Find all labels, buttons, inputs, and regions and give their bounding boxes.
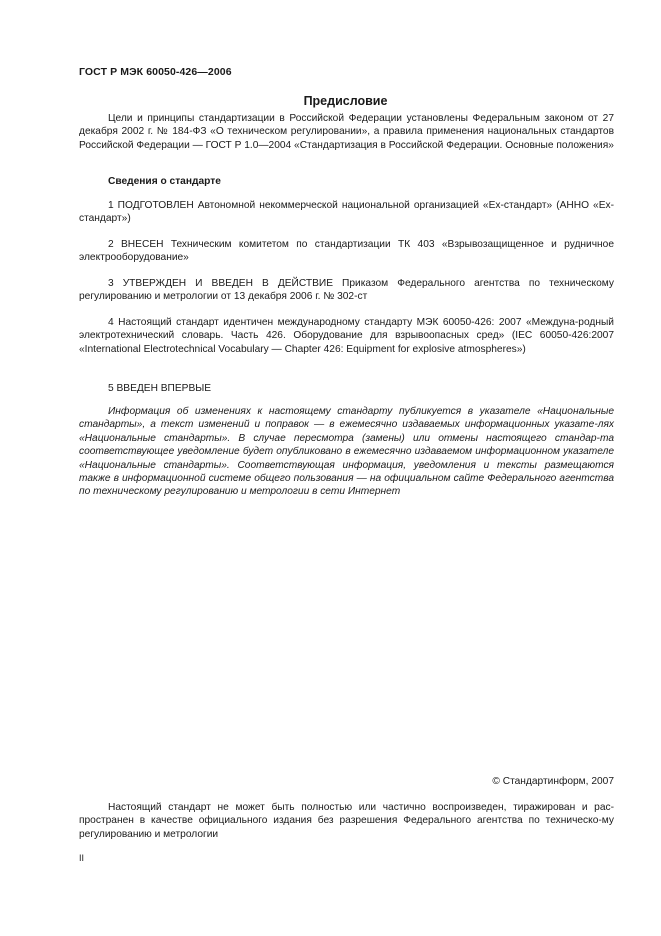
list-item: 5 ВВЕДЕН ВПЕРВЫЕ [108,383,212,394]
list-item: 1 ПОДГОТОВЛЕН Автономной некоммерческой национальной организацией «Ех-стандарт» (АННО «Ех-стандарт») [79,200,614,225]
info-note: Информация об изменениях к настоящему стандарту публикуется в указателе «Национальные стандарты», а текст изменений и поправок — в ежемесячно издаваемых информационных указате-лях «Национальные стандарты». В случае пересмотра (замены) или отмены настоящего стандар-та соответствующее уведомление будет опубликовано в ежемесячно издаваемом информационном указателе «Национальные стандарты». Соответствующая информация, уведомления и тексты размещаются также в информационной системе общего пользования — на официальном сайте Федерального агентства по техническому регулированию и метрологии в сети Интернет [79,406,614,498]
list-item: 2 ВНЕСЕН Техническим комитетом по стандартизации ТК 403 «Взрывозащищенное и рудничное электрооборудование» [79,239,614,264]
page-title: Предисловие [303,94,388,108]
list-item: 3 УТВЕРЖДЕН И ВВЕДЕН В ДЕЙСТВИЕ Приказом Федерального агентства по техническому регулированию и метрологии от 13 декабря 2006 г. № 302-ст [79,278,614,303]
page-number: II [79,853,85,863]
document-code-header: ГОСТ Р МЭК 60050-426—2006 [79,66,232,78]
section-heading: Сведения о стандарте [108,176,221,187]
copyright: © Стандартинформ, 2007 [492,776,614,787]
intro-paragraph: Цели и принципы стандартизации в Российской Федерации установлены Федеральным законом от 27 декабря 2002 г. № 184-ФЗ «О техническом регулировании», а правила применения национальных стандартов Российской Федерации — ГОСТ Р 1.0—2004 «Стандартизация в Российской Федерации. Основные положения» [79,113,614,151]
rights-notice: Настоящий стандарт не может быть полностью или частично воспроизведен, тиражирован и рас-пространен в качестве официального издания без разрешения Федерального агентства по техническо-му регулированию и метрологии [79,802,614,840]
list-item: 4 Настоящий стандарт идентичен международному стандарту МЭК 60050-426: 2007 «Междуна-родный электротехнический словарь. Часть 426. Оборудование для взрывоопасных сред» (IEC 60050-426:2007 «International Electrotechnical Vocabulary — Chapter 426: Equipment for explosive atmospheres») [79,317,614,355]
